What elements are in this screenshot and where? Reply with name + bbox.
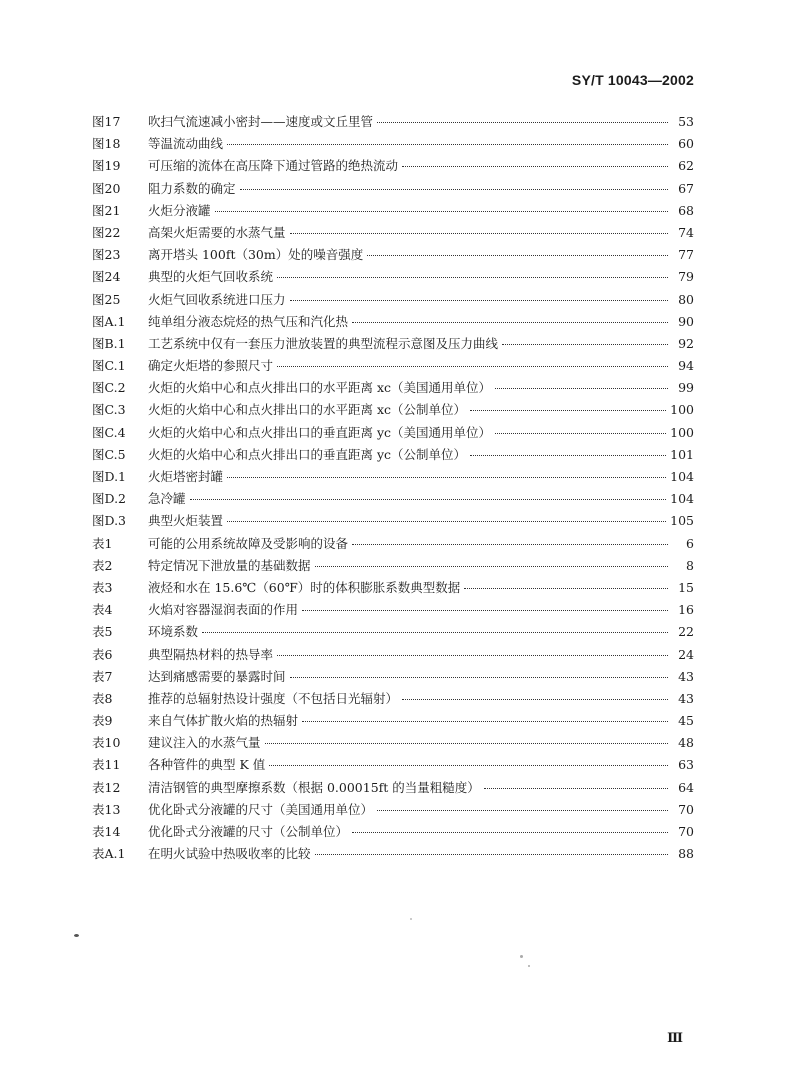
toc-entry-title: 可能的公用系统故障及受影响的设备 bbox=[148, 535, 349, 551]
toc-entry[interactable] bbox=[92, 511, 694, 533]
toc-entry-title: 在明火试验中热吸收率的比较 bbox=[148, 846, 311, 862]
toc-entry-label: 图D.2 bbox=[92, 491, 127, 507]
toc-entry[interactable] bbox=[92, 267, 694, 289]
toc-entry-label: 表6 bbox=[92, 646, 113, 662]
toc-leader-dots bbox=[464, 588, 668, 589]
toc-entry-label: 表9 bbox=[92, 713, 113, 729]
toc-entry-label: 图C.4 bbox=[92, 424, 126, 440]
toc-entry[interactable] bbox=[92, 378, 694, 400]
toc-entry-page: 6 bbox=[686, 535, 694, 551]
toc-leader-dots bbox=[290, 677, 668, 678]
toc-leader-dots bbox=[215, 211, 668, 212]
toc-entry[interactable] bbox=[92, 112, 694, 134]
toc-leader-dots bbox=[290, 233, 668, 234]
toc-entry[interactable] bbox=[92, 334, 694, 356]
toc-entry-label: 表2 bbox=[92, 557, 113, 573]
toc-entry-label: 表7 bbox=[92, 668, 113, 684]
toc-entry-title: 清洁钢管的典型摩擦系数（根据 0.00015ft 的当量粗糙度） bbox=[148, 779, 480, 795]
toc-entry-label: 图21 bbox=[92, 202, 121, 218]
toc-entry[interactable] bbox=[92, 312, 694, 334]
toc-entry-page: 63 bbox=[678, 757, 694, 773]
toc-entry-title: 特定情况下泄放量的基础数据 bbox=[148, 557, 311, 573]
toc-entry-label: 图C.1 bbox=[92, 358, 126, 374]
toc-entry-label: 表8 bbox=[92, 690, 113, 706]
scan-speck bbox=[74, 934, 79, 937]
toc-entry-title: 高架火炬需要的水蒸气量 bbox=[148, 224, 286, 240]
toc-entry-page: 67 bbox=[678, 180, 694, 196]
toc-leader-dots bbox=[352, 832, 668, 833]
toc-leader-dots bbox=[277, 277, 668, 278]
toc-entry-title: 等温流动曲线 bbox=[148, 136, 224, 152]
toc-leader-dots bbox=[315, 854, 668, 855]
toc-entry-title: 来自气体扩散火焰的热辐射 bbox=[148, 713, 299, 729]
toc-entry-page: 16 bbox=[678, 602, 694, 618]
toc-leader-dots bbox=[495, 433, 666, 434]
toc-entry-label: 图A.1 bbox=[92, 313, 126, 329]
toc-entry-title: 优化卧式分液罐的尺寸（美国通用单位） bbox=[148, 801, 374, 817]
toc-entry-title: 纯单组分液态烷烃的热气压和汽化热 bbox=[148, 313, 349, 329]
toc-leader-dots bbox=[190, 499, 667, 500]
toc-entry-page: 80 bbox=[678, 291, 694, 307]
toc-leader-dots bbox=[227, 144, 668, 145]
toc-entry-title: 火炬的火焰中心和点火排出口的水平距离 xc（公制单位） bbox=[148, 402, 467, 418]
toc-leader-dots bbox=[377, 810, 668, 811]
toc-entry-label: 图C.2 bbox=[92, 380, 126, 396]
toc-entry-page: 62 bbox=[678, 158, 694, 174]
toc-entry-title: 吹扫气流速减小密封——速度或文丘里管 bbox=[148, 114, 374, 129]
toc-leader-dots bbox=[484, 788, 668, 789]
toc-entry-page: 64 bbox=[678, 779, 694, 795]
toc-entry-page: 53 bbox=[678, 114, 694, 129]
toc-leader-dots bbox=[470, 455, 666, 456]
toc-entry-page: 100 bbox=[670, 402, 694, 418]
toc-leader-dots bbox=[352, 544, 668, 545]
toc-entry-page: 105 bbox=[670, 513, 694, 529]
toc-entry-label: 表13 bbox=[92, 801, 121, 817]
toc-entry-title: 各种管件的典型 K 值 bbox=[148, 757, 266, 773]
toc-entry-label: 表5 bbox=[92, 624, 113, 640]
toc-entry-page: 104 bbox=[670, 491, 694, 507]
toc-entry-title: 离开塔头 100ft（30m）处的噪音强度 bbox=[148, 247, 364, 263]
toc-entry[interactable] bbox=[92, 400, 694, 422]
toc-entry[interactable] bbox=[92, 179, 694, 201]
toc-leader-dots bbox=[202, 632, 668, 633]
toc-entry[interactable] bbox=[92, 489, 694, 511]
toc-entry-page: 90 bbox=[678, 313, 694, 329]
toc-entry-page: 101 bbox=[670, 446, 694, 462]
standard-code: SY/T 10043—2002 bbox=[571, 72, 694, 88]
toc-entry-title: 确定火炬塔的参照尺寸 bbox=[148, 358, 274, 374]
toc-entry-page: 8 bbox=[686, 557, 694, 573]
toc-entry-page: 94 bbox=[678, 358, 694, 374]
toc-leader-dots bbox=[240, 189, 668, 190]
toc-entry-page: 48 bbox=[678, 735, 694, 751]
toc-entry[interactable] bbox=[92, 667, 694, 689]
toc-leader-dots bbox=[470, 410, 666, 411]
toc-entry-page: 15 bbox=[678, 579, 694, 595]
toc-entry-title: 达到痛感需要的暴露时间 bbox=[148, 668, 286, 684]
toc-entry-page: 24 bbox=[678, 646, 694, 662]
toc-entry[interactable] bbox=[92, 445, 694, 467]
toc-entry[interactable] bbox=[92, 290, 694, 312]
toc-entry-title: 急冷罐 bbox=[148, 491, 186, 507]
toc-entry-label: 表1 bbox=[92, 535, 113, 551]
toc-entry-label: 图C.5 bbox=[92, 446, 126, 462]
toc-entry-label: 图17 bbox=[92, 114, 121, 129]
toc-entry-label: 表14 bbox=[92, 824, 121, 839]
toc-entry-page: 70 bbox=[678, 801, 694, 817]
toc-leader-dots bbox=[315, 566, 668, 567]
toc-entry[interactable] bbox=[92, 223, 694, 245]
toc-entry-title: 火炬的火焰中心和点火排出口的垂直距离 yc（美国通用单位） bbox=[148, 424, 492, 440]
toc-entry-title: 工艺系统中仅有一套压力泄放装置的典型流程示意图及压力曲线 bbox=[148, 335, 499, 351]
toc-entry-label: 图18 bbox=[92, 136, 121, 152]
toc-entry-page: 88 bbox=[678, 846, 694, 862]
table-of-contents bbox=[92, 112, 694, 866]
toc-entry-page: 43 bbox=[678, 690, 694, 706]
toc-entry-label: 图B.1 bbox=[92, 335, 126, 351]
toc-entry-label: 图D.1 bbox=[92, 469, 127, 484]
toc-entry-title: 火焰对容器湿润表面的作用 bbox=[148, 602, 299, 618]
toc-entry-page: 45 bbox=[678, 713, 694, 729]
toc-entry-title: 可压缩的流体在高压降下通过管路的绝热流动 bbox=[148, 158, 399, 174]
scan-speck bbox=[410, 918, 412, 920]
toc-leader-dots bbox=[402, 166, 668, 167]
toc-entry-label: 图C.3 bbox=[92, 402, 126, 418]
scan-speck bbox=[520, 955, 523, 958]
toc-entry-title: 典型火炬装置 bbox=[148, 513, 224, 529]
toc-leader-dots bbox=[265, 743, 668, 744]
toc-leader-dots bbox=[290, 300, 668, 301]
toc-entry[interactable] bbox=[92, 201, 694, 223]
toc-entry[interactable] bbox=[92, 467, 694, 489]
toc-leader-dots bbox=[302, 610, 668, 611]
toc-entry[interactable] bbox=[92, 556, 694, 578]
toc-leader-dots bbox=[277, 655, 668, 656]
toc-leader-dots bbox=[227, 477, 666, 478]
toc-entry-title: 火炬的火焰中心和点火排出口的水平距离 xc（美国通用单位） bbox=[148, 380, 492, 396]
toc-entry-title: 阻力系数的确定 bbox=[148, 180, 236, 196]
toc-entry-label: 图D.3 bbox=[92, 513, 127, 529]
toc-leader-dots bbox=[495, 388, 668, 389]
toc-entry-title: 火炬分液罐 bbox=[148, 202, 211, 218]
toc-entry[interactable] bbox=[92, 711, 694, 733]
toc-entry-title: 火炬的火焰中心和点火排出口的垂直距离 yc（公制单位） bbox=[148, 446, 467, 462]
toc-entry[interactable] bbox=[92, 645, 694, 667]
toc-leader-dots bbox=[367, 255, 668, 256]
toc-entry-page: 22 bbox=[678, 624, 694, 640]
toc-leader-dots bbox=[269, 765, 668, 766]
toc-entry[interactable] bbox=[92, 778, 694, 800]
toc-leader-dots bbox=[502, 344, 668, 345]
toc-entry[interactable] bbox=[92, 156, 694, 178]
toc-entry-page: 92 bbox=[678, 335, 694, 351]
toc-entry-label: 表12 bbox=[92, 779, 121, 795]
toc-entry-label: 图24 bbox=[92, 269, 121, 285]
toc-leader-dots bbox=[277, 366, 668, 367]
toc-entry-page: 74 bbox=[678, 224, 694, 240]
toc-entry-label: 图23 bbox=[92, 247, 121, 263]
toc-entry-label: 表10 bbox=[92, 735, 121, 751]
scan-speck bbox=[528, 965, 530, 967]
toc-entry[interactable] bbox=[92, 423, 694, 445]
toc-entry-page: 99 bbox=[678, 380, 694, 396]
toc-leader-dots bbox=[377, 122, 668, 123]
toc-entry[interactable] bbox=[92, 733, 694, 755]
toc-entry-label: 表11 bbox=[92, 757, 121, 773]
toc-entry-label: 表3 bbox=[92, 579, 113, 595]
toc-leader-dots bbox=[352, 322, 668, 323]
toc-entry[interactable] bbox=[92, 245, 694, 267]
toc-entry[interactable] bbox=[92, 800, 694, 822]
toc-entry-title: 推荐的总辐射热设计强度（不包括日光辐射） bbox=[148, 690, 399, 706]
toc-entry-title: 建议注入的水蒸气量 bbox=[148, 735, 261, 751]
toc-entry-page: 43 bbox=[678, 668, 694, 684]
toc-entry[interactable] bbox=[92, 578, 694, 600]
toc-entry-page: 70 bbox=[678, 824, 694, 839]
toc-entry-page: 68 bbox=[678, 202, 694, 218]
toc-entry[interactable] bbox=[92, 134, 694, 156]
toc-entry[interactable] bbox=[92, 600, 694, 622]
toc-entry[interactable] bbox=[92, 822, 694, 844]
toc-entry[interactable] bbox=[92, 534, 694, 556]
toc-entry-title: 优化卧式分液罐的尺寸（公制单位） bbox=[148, 824, 349, 839]
toc-entry-label: 表4 bbox=[92, 602, 113, 618]
toc-entry-label: 图22 bbox=[92, 224, 121, 240]
toc-entry-label: 图19 bbox=[92, 158, 121, 174]
toc-entry[interactable] bbox=[92, 356, 694, 378]
toc-leader-dots bbox=[227, 521, 666, 522]
toc-entry-title: 环境系数 bbox=[148, 624, 199, 640]
toc-entry-label: 表A.1 bbox=[92, 846, 126, 862]
toc-entry-title: 火炬气回收系统进口压力 bbox=[148, 291, 286, 307]
toc-entry-title: 典型的火炬气回收系统 bbox=[148, 269, 274, 285]
toc-entry-page: 104 bbox=[670, 469, 694, 484]
toc-leader-dots bbox=[302, 721, 668, 722]
toc-entry[interactable] bbox=[92, 844, 694, 866]
toc-leader-dots bbox=[402, 699, 668, 700]
toc-entry-title: 典型隔热材料的热导率 bbox=[148, 646, 274, 662]
toc-entry-label: 图25 bbox=[92, 291, 121, 307]
toc-entry-page: 77 bbox=[678, 247, 694, 263]
toc-entry-page: 79 bbox=[678, 269, 694, 285]
toc-entry[interactable] bbox=[92, 622, 694, 644]
toc-entry[interactable] bbox=[92, 689, 694, 711]
toc-entry-title: 火炬塔密封罐 bbox=[148, 469, 224, 484]
toc-entry[interactable] bbox=[92, 755, 694, 777]
toc-entry-title: 液烃和水在 15.6℃（60℉）时的体积膨胀系数典型数据 bbox=[148, 579, 461, 595]
page-number: Ⅲ bbox=[667, 1031, 682, 1046]
toc-entry-label: 图20 bbox=[92, 180, 121, 196]
toc-entry-page: 100 bbox=[670, 424, 694, 440]
toc-entry-page: 60 bbox=[678, 136, 694, 152]
